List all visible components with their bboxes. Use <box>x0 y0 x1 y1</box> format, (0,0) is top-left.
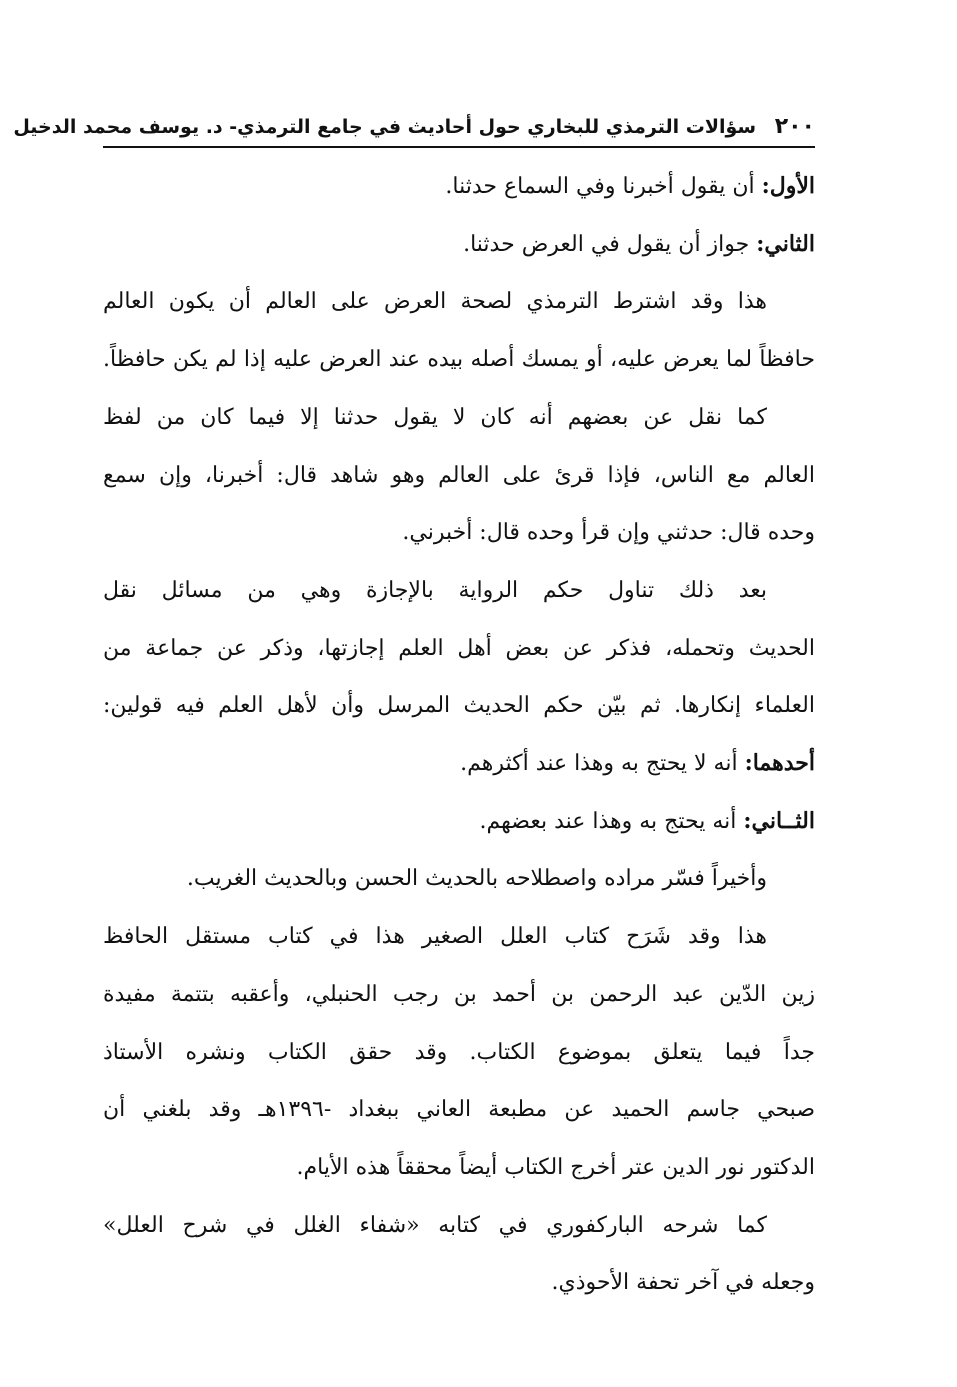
text-line: كما شرحه الباركفوري في كتابه «شفاء الغلل في شرح العلل» <box>103 1212 767 1238</box>
text-line: الدكتور نور الدين عتر أخرج الكتاب أيضاً محققاً هذه الأيام. <box>296 1154 815 1180</box>
text-line: كما نقل عن بعضهم أنه كان لا يقول حدثنا إلا فيما كان من لفظ <box>103 404 767 430</box>
term-label: الثاني: <box>756 230 815 257</box>
text-line: حافظاً لما يعرض عليه، أو يمسك أصله بيده عند العرض عليه إذا لم يكن حافظاً. <box>103 347 815 373</box>
term-label: الأول: <box>761 173 815 199</box>
text-line: هذا وقد اشترط الترمذي لصحة العرض على العالم أن يكون العالم <box>103 289 767 315</box>
text-line: بعد ذلك تناول حكم الرواية بالإجازة وهي من مسائل نقل <box>103 577 767 603</box>
text-line: وحده قال: حدثني وإن قرأ وحده قال: أخبرني. <box>402 520 815 546</box>
term-label: الثــاني: <box>743 807 815 834</box>
text-line: الحديث وتحمله، فذكر عن بعض أهل العلم إجازتها، وذكر عن جماعة من <box>103 635 815 661</box>
text-line: الثــاني: أنه يحتج به وهذا عند بعضهم. <box>479 807 815 834</box>
running-title <box>13 114 815 146</box>
text-line: الثاني: جواز أن يقول في العرض حدثنا. <box>463 230 815 257</box>
running-title-text: سؤالات الترمذي للبخاري حول أحاديث في جامع الترمذي- د. يوسف محمد الدخيل <box>13 116 757 138</box>
text-line: الأول: أن يقول أخبرنا وفي السماع حدثنا. <box>445 173 815 199</box>
text-line: هذا وقد شَرَح كتاب العلل الصغير هذا في كتاب مستقل الحافظ <box>103 924 767 950</box>
text-line: وجعله في آخر تحفة الأحوذي. <box>551 1270 815 1296</box>
text-line: جداً فيما يتعلق بموضوع الكتاب. وقد حقق الكتاب ونشره الأستاذ <box>103 1039 815 1065</box>
page-header <box>13 108 815 148</box>
term-label: أحدهما: <box>744 750 815 777</box>
text-line: العلماء إنكارها. ثم بيّن حكم الحديث المرسل وأن لأهل العلم فيه قولين: <box>103 693 815 719</box>
page-number: ٢٠٠ <box>774 114 815 139</box>
text-line: صبحي جاسم الحميد عن مطبعة العاني ببغداد -١٣٩٦هـ وقد بلغني أن <box>103 1097 815 1123</box>
body-text <box>103 158 815 1312</box>
text-line: وأخيراً فسّر مراده واصطلاحه بالحديث الحسن وبالحديث الغريب. <box>186 866 767 892</box>
text-line: أحدهما: أنه لا يحتج به وهذا عند أكثرهم. <box>460 750 815 777</box>
text-line: العالم مع الناس، فإذا قرئ على العالم وهو شاهد قال: أخبرنا، وإن سمع <box>103 462 815 488</box>
text-line: زين الدّين عبد الرحمن بن أحمد بن رجب الحنبلي، وأعقبه بتتمة مفيدة <box>103 981 815 1007</box>
